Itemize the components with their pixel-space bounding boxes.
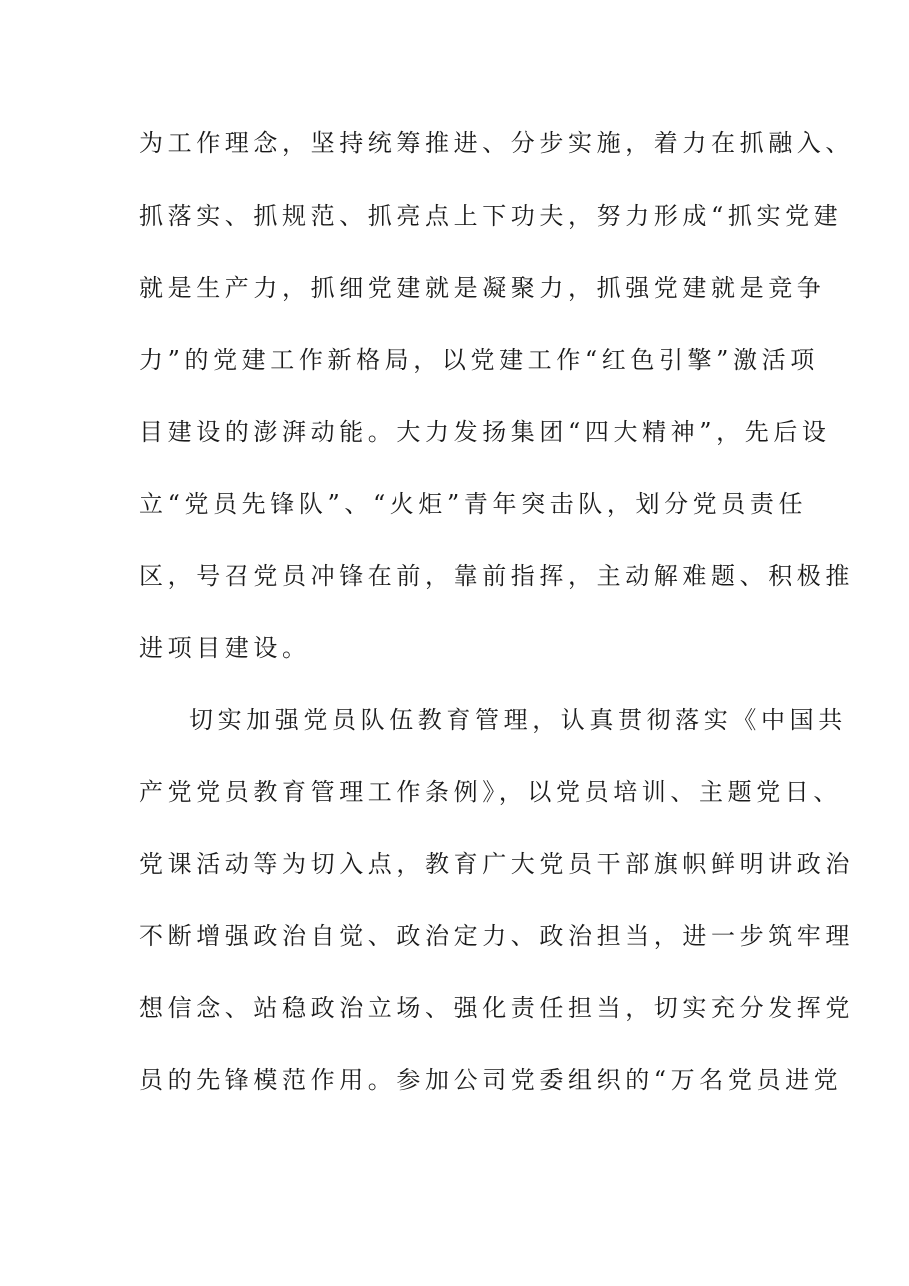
paragraph-1-line-2: 抓落实、抓规范、抓亮点上下功夫，努力形成“抓实党建	[139, 202, 843, 230]
paragraph-1-line-5: 目建设的澎湃动能。大力发扬集团“四大精神”，先后设	[139, 418, 831, 446]
paragraph-1-line-8: 进项目建设。	[139, 634, 311, 662]
paragraph-1-line-7: 区，号召党员冲锋在前，靠前指挥，主动解难题、积极推	[139, 562, 854, 590]
paragraph-1-line-1: 为工作理念，坚持统筹推进、分步实施，着力在抓融入、	[139, 129, 854, 157]
paragraph-1-line-6: 立“党员先锋队”、“火炬”青年突击队，划分党员责任	[139, 490, 808, 518]
paragraph-1-line-3: 就是生产力，抓细党建就是凝聚力，抓强党建就是竞争	[139, 274, 826, 302]
paragraph-2-line-5: 想信念、站稳政治立场、强化责任担当，切实充分发挥党	[139, 994, 854, 1022]
paragraph-2-line-2: 产党党员教育管理工作条例》，以党员培训、主题党日、	[139, 778, 842, 806]
paragraph-2-line-4: 不断增强政治自觉、政治定力、政治担当，进一步筑牢理	[139, 922, 854, 950]
paragraph-1-line-4: 力”的党建工作新格局，以党建工作“红色引擎”激活项	[139, 346, 819, 374]
paragraph-2-line-6: 员的先锋模范作用。参加公司党委组织的“万名党员进党	[139, 1066, 843, 1094]
paragraph-2-line-3: 党课活动等为切入点，教育广大党员干部旗帜鲜明讲政治	[139, 850, 854, 878]
paragraph-2-line-1: 切实加强党员队伍教育管理，认真贯彻落实《中国共	[189, 706, 847, 734]
